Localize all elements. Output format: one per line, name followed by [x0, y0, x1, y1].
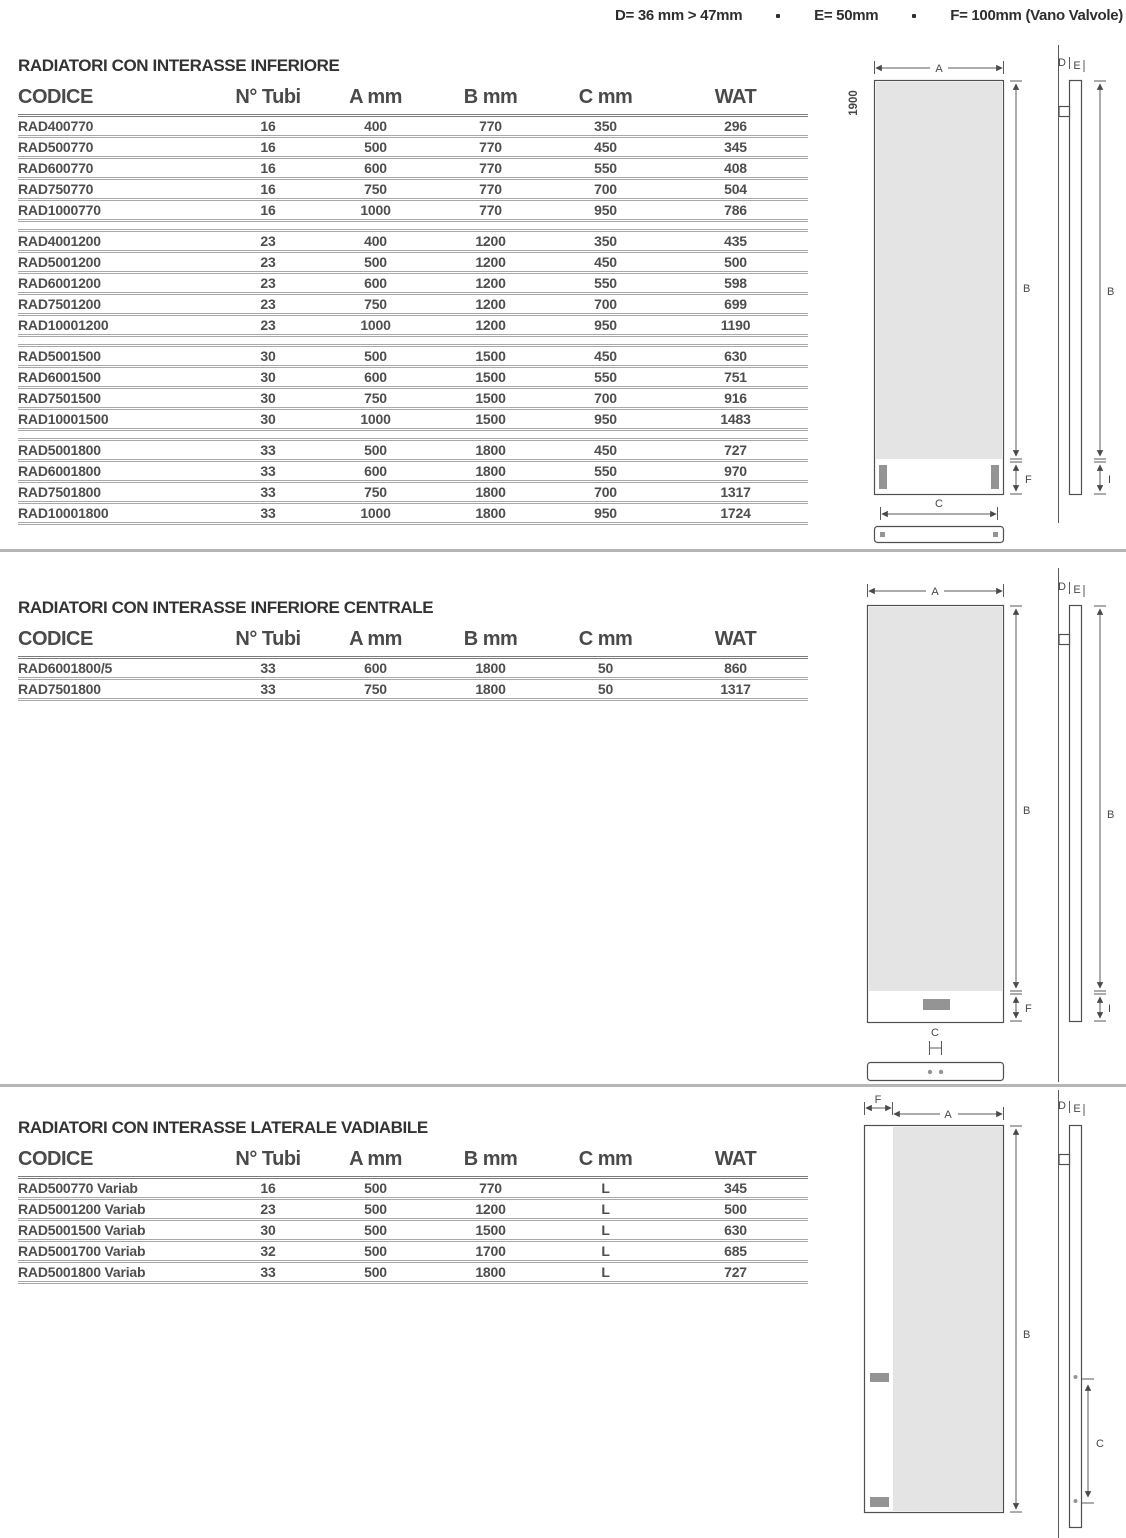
- cell-value: 500: [364, 254, 387, 270]
- cell-value: 16: [260, 160, 276, 176]
- table-row: [18, 680, 808, 701]
- side-port-upper: [1074, 1375, 1078, 1379]
- table-row: [18, 483, 808, 504]
- connection-side-lower: [870, 1497, 889, 1507]
- cell-codice: RAD5001800 Variab: [18, 1264, 146, 1280]
- cell-value: 1500: [475, 1222, 506, 1238]
- bullet-icon: [912, 14, 916, 18]
- dim-label-a: A: [935, 63, 943, 75]
- cell-value: 598: [724, 275, 747, 291]
- table-row: [18, 1221, 808, 1242]
- cell-codice: RAD5001800: [18, 442, 101, 458]
- cell-value: 500: [364, 1180, 387, 1196]
- cell-value: 23: [260, 254, 276, 270]
- spec-note-d: D= 36 mm > 47mm: [615, 7, 743, 24]
- cell-value: 770: [479, 118, 502, 134]
- cell-value: 600: [364, 160, 387, 176]
- cell-codice: RAD10001500: [18, 411, 109, 427]
- cell-value: 727: [724, 1264, 747, 1280]
- dim-label-e: E: [1073, 1103, 1081, 1115]
- spec-note-f: F= 100mm (Vano Valvole): [950, 7, 1123, 24]
- side-profile: [1070, 606, 1082, 1022]
- cell-value: 1200: [475, 296, 506, 312]
- cell-value: 750: [364, 296, 387, 312]
- dim-label-b: B: [1023, 283, 1031, 295]
- cell-value: 33: [260, 1264, 276, 1280]
- cell-value: 1483: [720, 411, 751, 427]
- cell-value: 860: [724, 660, 747, 676]
- table-row: [18, 347, 808, 368]
- column-header-codice: CODICE: [18, 628, 93, 650]
- cell-codice: RAD400770: [18, 118, 94, 134]
- cell-value: 23: [260, 233, 276, 249]
- cell-value: 33: [260, 484, 276, 500]
- cell-value: 16: [260, 202, 276, 218]
- table-interasse-inferiore: [18, 56, 808, 525]
- table-row: [18, 1200, 808, 1221]
- cell-value: 450: [594, 442, 617, 458]
- cell-value: 550: [594, 369, 617, 385]
- cell-value: 916: [724, 390, 747, 406]
- cell-value: 30: [260, 348, 276, 364]
- cell-value: 345: [724, 1180, 747, 1196]
- cell-value: 500: [364, 442, 387, 458]
- cell-value: 50: [597, 681, 614, 697]
- column-header-c: C mm: [578, 86, 633, 108]
- cell-value: 1317: [720, 484, 751, 500]
- wall-bracket: [1059, 1155, 1070, 1165]
- dim-label-1900: 1900: [848, 90, 860, 116]
- dim-label-d: D: [1058, 57, 1066, 69]
- cell-codice: RAD7501500: [18, 390, 101, 406]
- table-header: [18, 86, 808, 117]
- connection-central: [923, 999, 950, 1010]
- dim-label-f: F: [1025, 474, 1032, 486]
- cell-value: 1190: [720, 317, 751, 333]
- cell-value: 950: [594, 317, 617, 333]
- cell-value: 50: [597, 660, 614, 676]
- section-title: RADIATORI CON INTERASSE INFERIORE CENTRALE: [18, 598, 434, 617]
- cell-codice: RAD5001200 Variab: [18, 1201, 146, 1217]
- cell-value: 1800: [475, 660, 506, 676]
- cell-value: 750: [364, 484, 387, 500]
- cell-value: 700: [594, 296, 617, 312]
- cell-codice: RAD6001800/5: [18, 660, 113, 676]
- cell-value: 786: [724, 202, 747, 218]
- cell-value: 408: [724, 160, 747, 176]
- table-row: [18, 274, 808, 295]
- cell-codice: RAD750770: [18, 181, 94, 197]
- cell-value: 33: [260, 442, 276, 458]
- cell-value: 1000: [360, 505, 391, 521]
- section-title: RADIATORI CON INTERASSE INFERIORE: [18, 56, 340, 75]
- cell-value: 950: [594, 411, 617, 427]
- bottom-port-right: [993, 532, 998, 537]
- cell-value: 500: [364, 1201, 387, 1217]
- dim-label-d: D: [1058, 581, 1066, 593]
- table-row: [18, 1179, 808, 1200]
- cell-value: L: [601, 1201, 610, 1217]
- section-divider: [0, 1084, 1126, 1087]
- cell-value: 1800: [475, 1264, 506, 1280]
- front-panel-fill: [869, 607, 1002, 991]
- cell-value: 500: [364, 1264, 387, 1280]
- table-row: [18, 232, 808, 253]
- table-row: [18, 180, 808, 201]
- cell-value: 699: [724, 296, 747, 312]
- column-header-a: A mm: [349, 628, 402, 650]
- cell-value: 345: [724, 139, 747, 155]
- table-row: [18, 389, 808, 410]
- column-header-a: A mm: [349, 86, 402, 108]
- cell-codice: RAD6001200: [18, 275, 101, 291]
- cell-value: 33: [260, 681, 276, 697]
- cell-value: 450: [594, 348, 617, 364]
- cell-value: L: [601, 1264, 610, 1280]
- side-profile: [1070, 81, 1082, 495]
- cell-value: 500: [724, 254, 747, 270]
- front-panel-fill: [893, 1127, 1003, 1511]
- cell-codice: RAD6001500: [18, 369, 101, 385]
- cell-value: 1200: [475, 233, 506, 249]
- cell-value: 16: [260, 118, 276, 134]
- spec-note-e: E= 50mm: [814, 7, 879, 24]
- bottom-view: [868, 1063, 1004, 1081]
- cell-value: 550: [594, 275, 617, 291]
- cell-value: 16: [260, 181, 276, 197]
- dim-label-i: I: [1108, 474, 1112, 486]
- cell-value: 500: [364, 139, 387, 155]
- wall-bracket: [1059, 635, 1070, 645]
- cell-value: 1000: [360, 411, 391, 427]
- table-row: [18, 410, 808, 431]
- table-row: [18, 138, 808, 159]
- side-profile: [1070, 1126, 1082, 1528]
- cell-codice: RAD10001800: [18, 505, 109, 521]
- table-row: [18, 295, 808, 316]
- table-interasse-laterale-variabile: [18, 1118, 808, 1284]
- cell-value: 1724: [720, 505, 751, 521]
- cell-value: 600: [364, 275, 387, 291]
- cell-value: 1800: [475, 484, 506, 500]
- dim-label-f: F: [874, 1094, 882, 1106]
- cell-codice: RAD6001800: [18, 463, 101, 479]
- connection-left: [879, 465, 887, 489]
- cell-value: 1200: [475, 254, 506, 270]
- cell-value: 770: [479, 139, 502, 155]
- column-header-codice: CODICE: [18, 86, 93, 108]
- table-row: [18, 1263, 808, 1284]
- column-header-tubi: N° Tubi: [235, 628, 301, 650]
- cell-value: 770: [479, 202, 502, 218]
- column-header-codice: CODICE: [18, 1148, 93, 1170]
- cell-codice: RAD600770: [18, 160, 94, 176]
- cell-value: 700: [594, 484, 617, 500]
- cell-value: 23: [260, 1201, 276, 1217]
- table-row: [18, 504, 808, 525]
- table-row: [18, 441, 808, 462]
- cell-value: 750: [364, 181, 387, 197]
- cell-codice: RAD10001200: [18, 317, 109, 333]
- cell-value: 450: [594, 254, 617, 270]
- column-header-tubi: N° Tubi: [235, 1148, 301, 1170]
- cell-value: 504: [724, 181, 747, 197]
- connection-right: [991, 465, 999, 489]
- cell-value: 500: [724, 1201, 747, 1217]
- diagram-interasse-laterale-variabile: [835, 1090, 1126, 1538]
- cell-codice: RAD5001500 Variab: [18, 1222, 146, 1238]
- table-body: [18, 659, 808, 701]
- dim-label-b: B: [1023, 1329, 1031, 1341]
- dim-label-e: E: [1073, 584, 1081, 596]
- cell-value: 1700: [475, 1243, 506, 1259]
- cell-value: 32: [260, 1243, 276, 1259]
- cell-value: 30: [260, 369, 276, 385]
- cell-codice: RAD7501200: [18, 296, 101, 312]
- cell-value: 1317: [720, 681, 751, 697]
- cell-value: 435: [724, 233, 747, 249]
- cell-value: L: [601, 1222, 610, 1238]
- cell-value: 23: [260, 317, 276, 333]
- front-panel-fill: [876, 82, 1002, 459]
- dim-label-b-side: B: [1107, 809, 1115, 821]
- cell-codice: RAD5001700 Variab: [18, 1243, 146, 1259]
- table-group: [18, 344, 808, 431]
- section-title: RADIATORI CON INTERASSE LATERALE VADIABILE: [18, 1118, 428, 1137]
- cell-codice: RAD1000770: [18, 202, 101, 218]
- cell-value: 751: [724, 369, 747, 385]
- cell-value: 1500: [475, 348, 506, 364]
- cell-value: 400: [364, 233, 387, 249]
- wall-bracket: [1059, 107, 1070, 117]
- cell-value: 1500: [475, 369, 506, 385]
- cell-value: 33: [260, 505, 276, 521]
- cell-value: 1200: [475, 1201, 506, 1217]
- bottom-port-central-1: [928, 1070, 932, 1074]
- cell-value: 350: [594, 233, 617, 249]
- cell-value: 550: [594, 463, 617, 479]
- dim-label-b-side: B: [1107, 286, 1115, 298]
- column-header-b: B mm: [463, 86, 518, 108]
- cell-value: 770: [479, 181, 502, 197]
- column-header-b: B mm: [463, 628, 518, 650]
- cell-value: 1000: [360, 317, 391, 333]
- column-header-wat: WAT: [714, 1148, 757, 1170]
- cell-value: 1200: [475, 275, 506, 291]
- cell-value: 16: [260, 139, 276, 155]
- dim-label-f: F: [1025, 1003, 1032, 1015]
- cell-value: 1500: [475, 411, 506, 427]
- diagram-interasse-inferiore: [835, 45, 1126, 550]
- cell-value: 750: [364, 681, 387, 697]
- side-port-lower: [1074, 1499, 1078, 1503]
- cell-value: 600: [364, 660, 387, 676]
- column-header-wat: WAT: [714, 628, 757, 650]
- cell-value: 950: [594, 202, 617, 218]
- table-row: [18, 1242, 808, 1263]
- table-group: [18, 117, 808, 222]
- dim-label-d: D: [1058, 1100, 1066, 1112]
- table-body: [18, 1179, 808, 1284]
- dim-label-c: C: [1096, 1438, 1104, 1450]
- cell-value: 450: [594, 139, 617, 155]
- cell-value: 23: [260, 296, 276, 312]
- cell-codice: RAD5001200: [18, 254, 101, 270]
- table-row: [18, 316, 808, 337]
- dim-label-e: E: [1073, 60, 1081, 72]
- cell-value: 770: [479, 1180, 502, 1196]
- cell-value: 630: [724, 348, 747, 364]
- cell-value: 16: [260, 1180, 276, 1196]
- cell-value: 1800: [475, 442, 506, 458]
- table-body: [18, 117, 808, 525]
- cell-value: 400: [364, 118, 387, 134]
- table-group: [18, 229, 808, 337]
- bottom-port-left: [880, 532, 885, 537]
- cell-value: 700: [594, 390, 617, 406]
- cell-codice: RAD5001500: [18, 348, 101, 364]
- cell-value: 750: [364, 390, 387, 406]
- table-group: [18, 438, 808, 525]
- table-row: [18, 159, 808, 180]
- bottom-port-central-2: [939, 1070, 943, 1074]
- cell-value: 30: [260, 411, 276, 427]
- cell-value: 950: [594, 505, 617, 521]
- column-header-c: C mm: [578, 628, 633, 650]
- table-interasse-inferiore-centrale: [18, 598, 808, 701]
- cell-value: 1800: [475, 681, 506, 697]
- cell-value: 685: [724, 1243, 747, 1259]
- cell-value: 33: [260, 660, 276, 676]
- table-row: [18, 117, 808, 138]
- cell-value: 1800: [475, 505, 506, 521]
- cell-codice: RAD7501800: [18, 681, 101, 697]
- dim-label-a: A: [931, 586, 939, 598]
- cell-value: 600: [364, 369, 387, 385]
- column-header-a: A mm: [349, 1148, 402, 1170]
- cell-value: 500: [364, 1243, 387, 1259]
- cell-value: 1500: [475, 390, 506, 406]
- connection-side-upper: [870, 1373, 889, 1382]
- cell-value: L: [601, 1180, 610, 1196]
- cell-value: 500: [364, 348, 387, 364]
- dim-label-c: C: [935, 498, 943, 510]
- cell-value: 770: [479, 160, 502, 176]
- cell-value: 700: [594, 181, 617, 197]
- bullet-icon: [776, 14, 780, 18]
- cell-value: 30: [260, 1222, 276, 1238]
- table-row: [18, 253, 808, 274]
- cell-codice: RAD500770 Variab: [18, 1180, 138, 1196]
- cell-value: 600: [364, 463, 387, 479]
- table-row: [18, 659, 808, 680]
- cell-value: 550: [594, 160, 617, 176]
- table-group: [18, 659, 808, 701]
- cell-value: 296: [724, 118, 747, 134]
- cell-codice: RAD500770: [18, 139, 94, 155]
- table-header: [18, 628, 808, 659]
- table-row: [18, 368, 808, 389]
- spec-note: [615, 7, 1123, 24]
- table-header: [18, 1148, 808, 1179]
- diagram-interasse-inferiore-centrale: [835, 568, 1126, 1082]
- cell-value: 23: [260, 275, 276, 291]
- cell-value: 1800: [475, 463, 506, 479]
- cell-value: 350: [594, 118, 617, 134]
- dim-label-c: C: [931, 1027, 939, 1039]
- table-row: [18, 462, 808, 483]
- dim-label-a: A: [944, 1109, 952, 1121]
- cell-value: 630: [724, 1222, 747, 1238]
- column-header-b: B mm: [463, 1148, 518, 1170]
- table-row: [18, 201, 808, 222]
- bottom-view: [875, 527, 1004, 543]
- cell-value: 1000: [360, 202, 391, 218]
- column-header-c: C mm: [578, 1148, 633, 1170]
- dim-label-i: I: [1108, 1003, 1112, 1015]
- column-header-tubi: N° Tubi: [235, 86, 301, 108]
- dim-label-b: B: [1023, 805, 1031, 817]
- cell-value: 30: [260, 390, 276, 406]
- cell-value: 970: [724, 463, 747, 479]
- cell-value: 1200: [475, 317, 506, 333]
- column-header-wat: WAT: [714, 86, 757, 108]
- cell-value: 33: [260, 463, 276, 479]
- cell-value: L: [601, 1243, 610, 1259]
- cell-value: 727: [724, 442, 747, 458]
- table-group: [18, 1179, 808, 1284]
- cell-codice: RAD7501800: [18, 484, 101, 500]
- cell-codice: RAD4001200: [18, 233, 101, 249]
- cell-value: 500: [364, 1222, 387, 1238]
